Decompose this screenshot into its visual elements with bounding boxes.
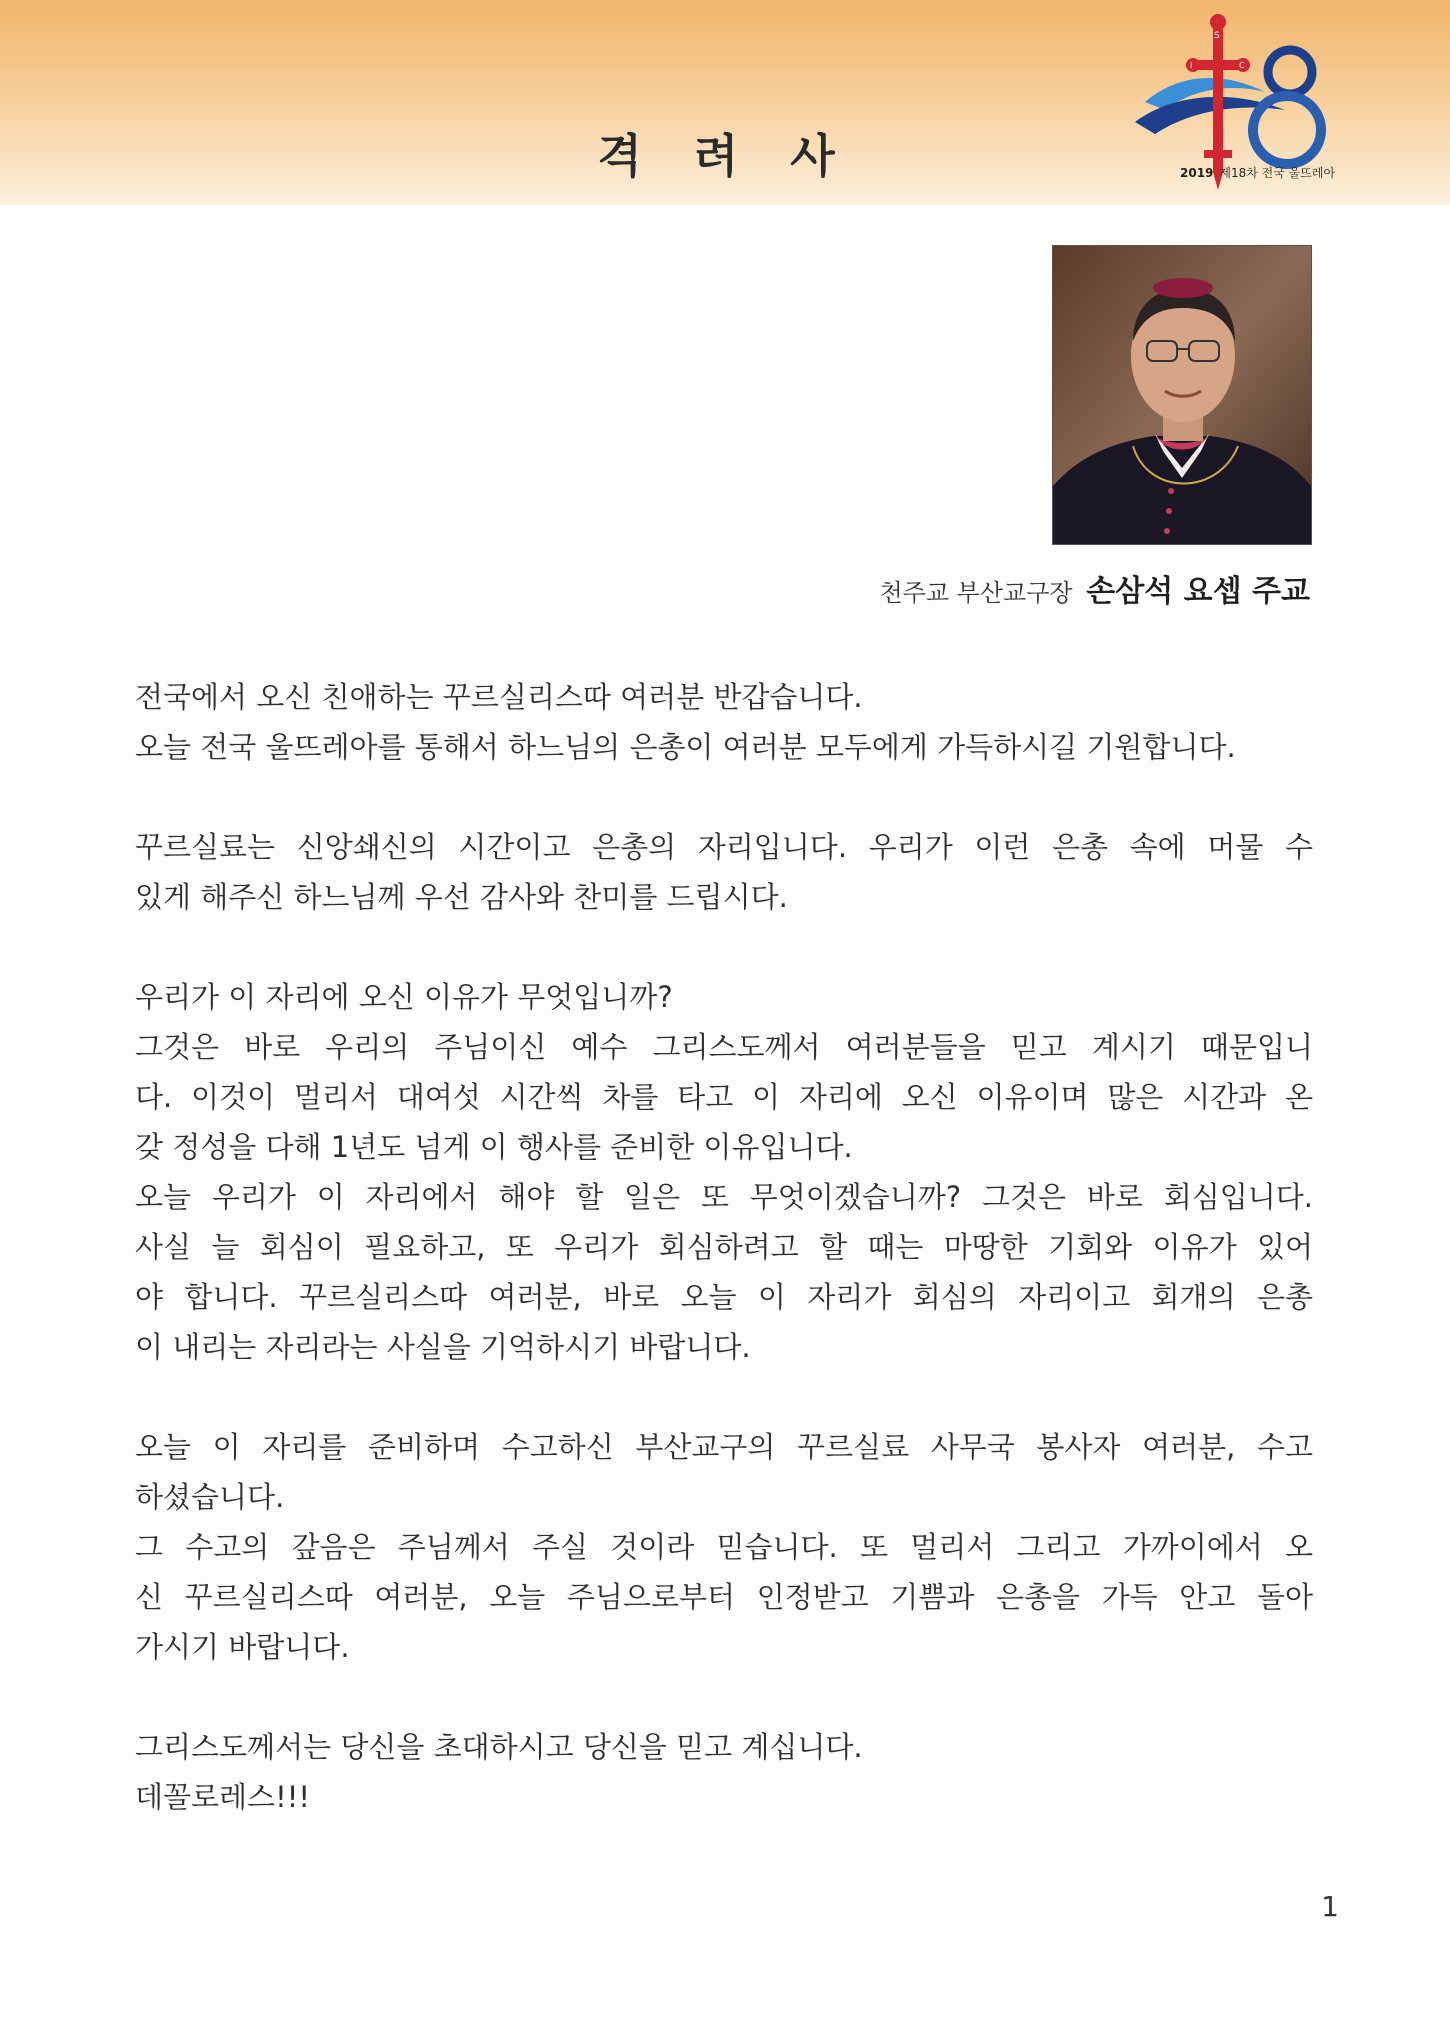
author-name: 손삼석 요셉 주교 (1086, 574, 1310, 609)
body-line: 오늘 우리가 이 자리에서 해야 할 일은 또 무엇이겠습니까? 그것은 바로 회심입니다. (135, 1180, 1313, 1214)
logo-letter-s: S (1214, 31, 1220, 41)
page-number: 1 (1321, 1890, 1339, 1923)
logo-letter-c: C (1239, 61, 1245, 70)
logo-caption (1180, 164, 1350, 181)
paragraph-gap (135, 1672, 1313, 1722)
paragraph-gap (135, 772, 1313, 822)
author-role: 천주교 부산교구장 (879, 579, 1073, 607)
logo-event-name: 제18차 전국 울뜨레아 (1219, 166, 1336, 180)
paragraph-gap (135, 922, 1313, 972)
body-line: 그 수고의 갚음은 주님께서 주실 것이라 믿습니다. 또 멀리서 그리고 가까이에서 오 (135, 1530, 1313, 1564)
body-line: 꾸르실료는 신앙쇄신의 시간이고 은총의 자리입니다. 우리가 이런 은총 속에 머물 수 (135, 830, 1313, 864)
body-line: 가시기 바랍니다. (135, 1630, 350, 1664)
body-line: 이 내리는 자리라는 사실을 기억하시기 바랍니다. (135, 1330, 751, 1364)
logo-letter-i: I (1190, 61, 1193, 70)
body-line: 우리가 이 자리에 오신 이유가 무엇입니까? (135, 980, 673, 1014)
body-line: 그리스도께서는 당신을 초대하시고 당신을 믿고 계십니다. (135, 1730, 863, 1764)
body-line: 야 합니다. 꾸르실리스따 여러분, 바로 오늘 이 자리가 회심의 자리이고 회개의 은총 (135, 1280, 1313, 1314)
body-line: 그것은 바로 우리의 주님이신 예수 그리스도께서 여러분들을 믿고 계시기 때문입니 (135, 1030, 1313, 1064)
body-line: 신 꾸르실리스따 여러분, 오늘 주님으로부터 인정받고 기쁨과 은총을 가득 안고 돌아 (135, 1580, 1313, 1614)
body-line: 하셨습니다. (135, 1480, 285, 1514)
body-line: 갖 정성을 다해 1년도 넘게 이 행사를 준비한 이유입니다. (135, 1130, 853, 1164)
bishop-portrait (1052, 245, 1312, 545)
bishop-portrait-icon (1053, 246, 1311, 544)
paragraph-gap (135, 1372, 1313, 1422)
body-line: 오늘 이 자리를 준비하며 수고하신 부산교구의 꾸르실료 사무국 봉사자 여러분, 수고 (135, 1430, 1313, 1464)
body-line: 전국에서 오신 친애하는 꾸르실리스따 여러분 반갑습니다. (135, 680, 863, 714)
body-line: 다. 이것이 멀리서 대여섯 시간씩 차를 타고 이 자리에 오신 이유이며 많은 시간과 온 (135, 1080, 1313, 1114)
event-logo (1135, 12, 1345, 192)
letter-body (135, 672, 1313, 1822)
body-line: 사실 늘 회심이 필요하고, 또 우리가 회심하려고 할 때는 마땅한 기회와 이유가 있어 (135, 1230, 1313, 1264)
author-byline (700, 566, 1310, 610)
page-title: 격 려 사 (597, 129, 853, 183)
logo-year: 2019 (1180, 166, 1214, 180)
body-line: 있게 해주신 하느님께 우선 감사와 찬미를 드립시다. (135, 880, 788, 914)
body-line: 오늘 전국 울뜨레아를 통해서 하느님의 은총이 여러분 모두에게 가득하시길 기원합니다. (135, 730, 1236, 764)
body-line: 데꼴로레스!!! (135, 1780, 310, 1814)
